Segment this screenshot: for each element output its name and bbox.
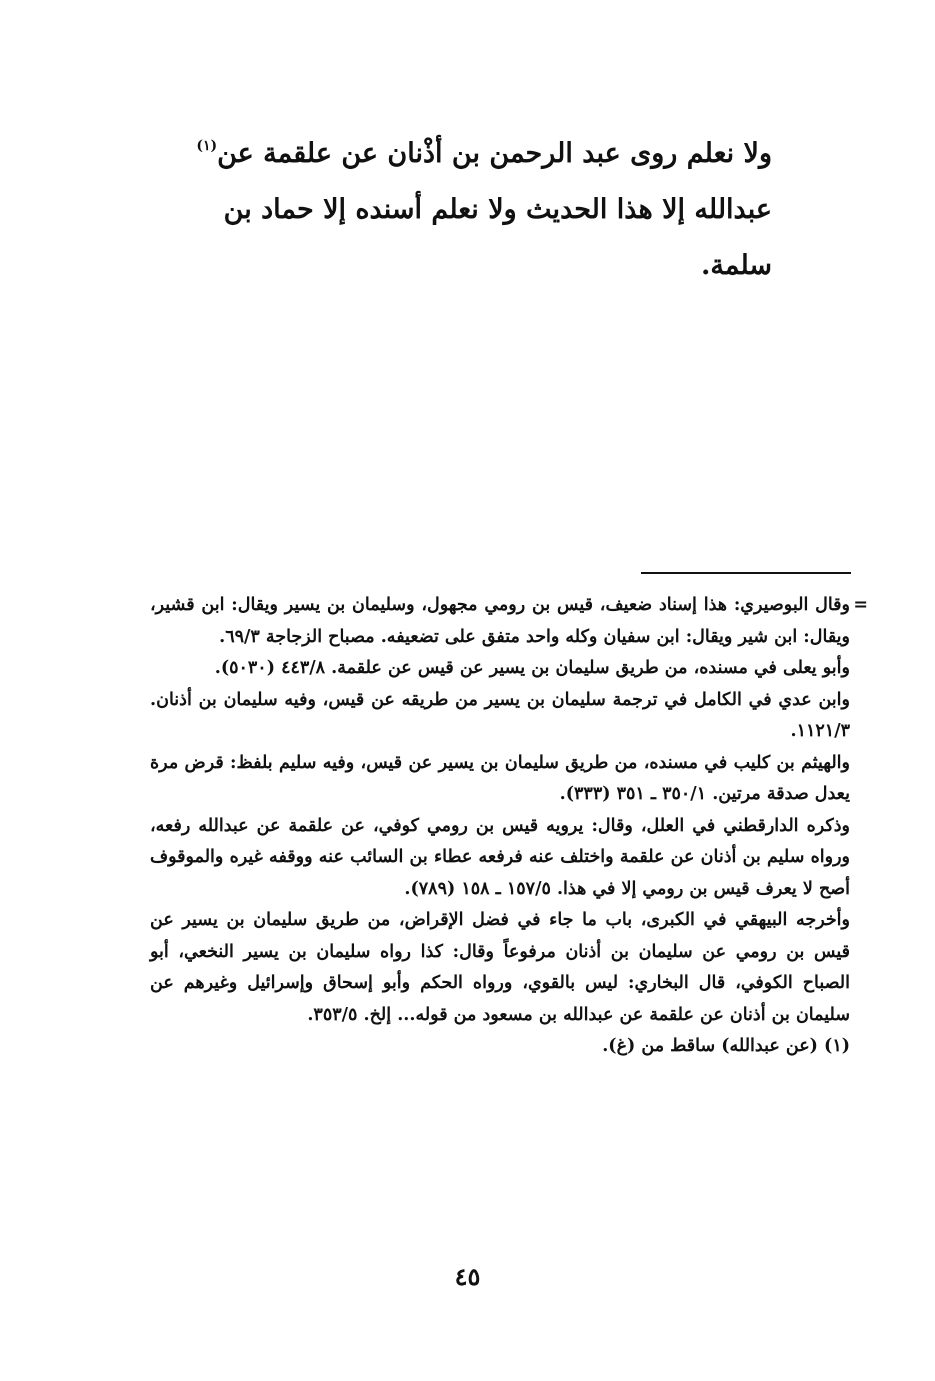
main-line-1 <box>160 126 772 182</box>
footnote-paragraph-text: وقال البوصيري: هذا إسناد ضعيف، قيس بن رومي مجهول، وسليمان بن يسير ويقال: ابن قشير، ويقال: ابن شير ويقال: ابن سفيان وكله واحد متفق على تضعيفه. مصباح الزجاجة ٦٩/٣. <box>150 595 850 647</box>
page-number: ٤٥ <box>454 1262 481 1291</box>
footnote-paragraph: وأخرجه البيهقي في الكبرى، باب ما جاء في فضل الإقراض، من طريق سليمان بن يسير عن قيس بن رومي عن سليمان بن أذنان مرفوعاً وقال: كذا رواه سليمان بن يسير النخعي، أبو الصباح الكوفي، قال البخاري: ليس بالقوي، ورواه الحكم وأبو إسحاق وإسرائيل وغيرهم عن سليمان بن أذنان عن علقمة عن عبدالله بن مسعود من قوله... إلخ. ٣٥٣/٥. <box>150 910 850 1025</box>
footnote-paragraph: وأبو يعلى في مسنده، من طريق سليمان بن يسير عن قيس عن علقمة. ٤٤٣/٨ (٥٠٣٠). <box>214 658 850 678</box>
footnote-paragraph: والهيثم بن كليب في مسنده، من طريق سليمان بن يسير عن قيس، وفيه سليم بلفظ: قرض مرة يعدل صدقة مرتين. ٣٥٠/١ ـ ٣٥١ (٣٣٣). <box>150 752 850 804</box>
main-text <box>160 126 772 294</box>
footnote-separator <box>641 572 851 574</box>
main-line-1-text: ولا نعلم روى عبد الرحمن بن أذْنان عن علقمة عن <box>217 138 772 169</box>
footnote-reference: (١) <box>196 138 218 154</box>
main-line-2: عبدالله إلا هذا الحديث ولا نعلم أسنده إلا حماد بن سلمة. <box>223 194 772 281</box>
footnote-paragraph <box>150 590 868 653</box>
footnote-paragraph: وابن عدي في الكامل في ترجمة سليمان بن يسير من طريقه عن قيس، وفيه سليمان بن أذنان. ١١٢١/٣. <box>150 689 850 741</box>
footnote-paragraph: وذكره الدارقطني في العلل، وقال: يرويه قيس بن رومي كوفي، عن علقمة عن عبدالله رفعه، ورواه سليم بن أذنان عن علقمة واختلف عنه فرفعه عطاء بن السائب عنه ووقفه غيره والموقوف أصح لا يعرف قيس بن رومي إلا في هذا. ١٥٧/٥ ـ ١٥٨ (٧٨٩). <box>150 815 850 899</box>
continuation-mark: = <box>853 595 868 615</box>
footnote-1: (١) (عن عبدالله) ساقط من (غ). <box>602 1036 850 1056</box>
footnotes <box>150 590 868 1063</box>
